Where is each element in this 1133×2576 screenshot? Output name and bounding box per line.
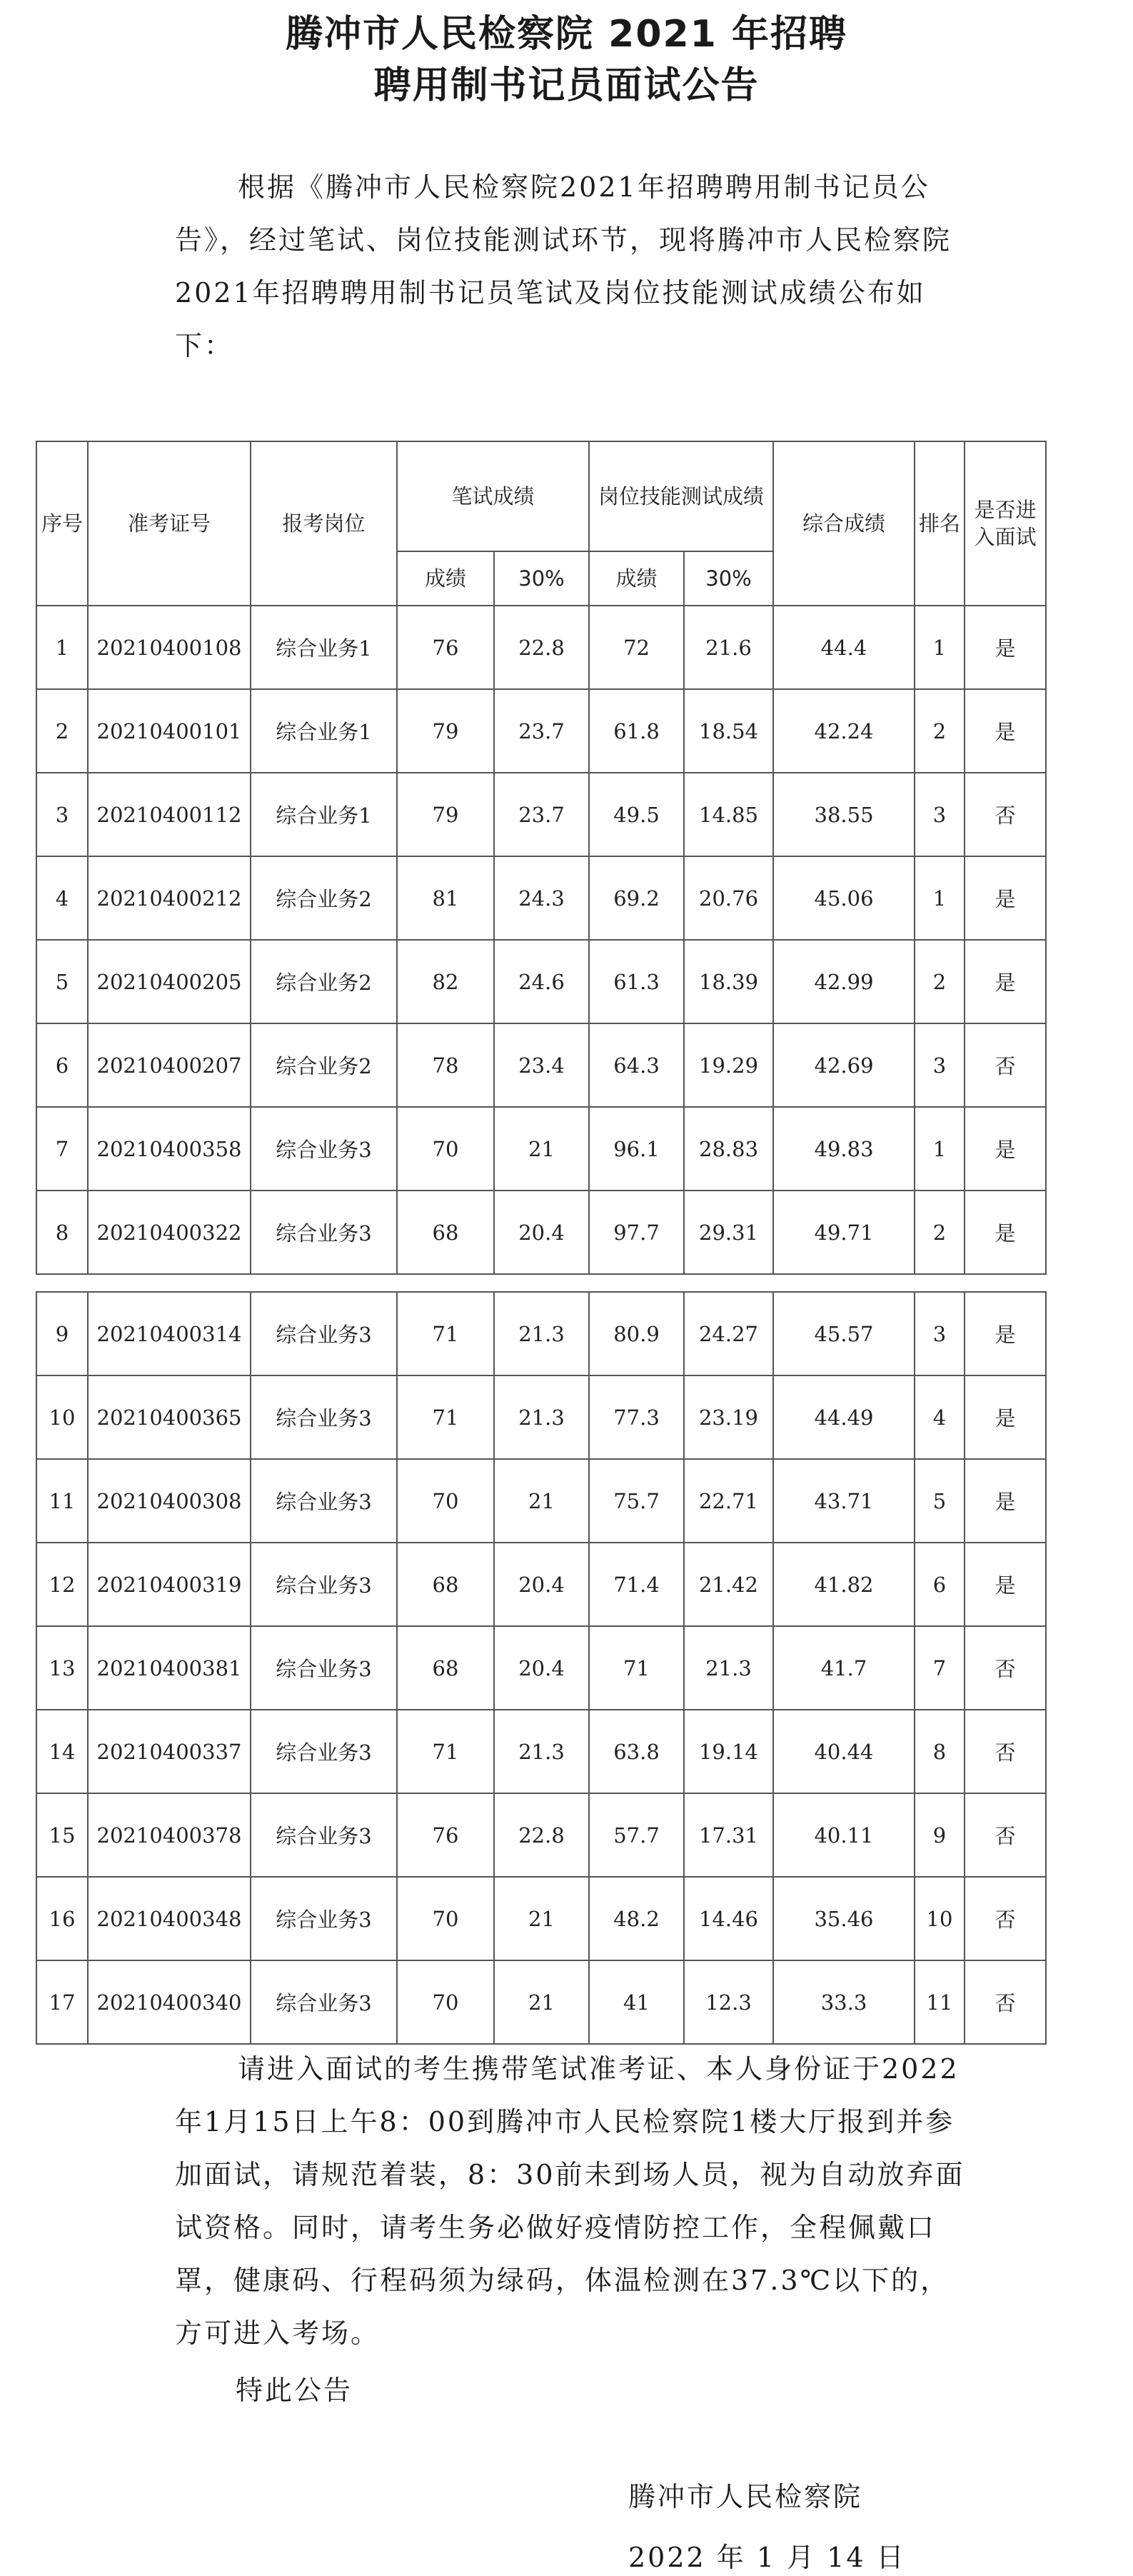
cell-exam-no: 20210400322 (88, 1191, 251, 1274)
cell-position: 综合业务2 (251, 940, 397, 1023)
table-row (36, 1877, 1046, 1960)
cell-interview: 是 (965, 689, 1046, 773)
cell-total: 43.71 (773, 1459, 915, 1543)
cell-exam-no: 20210400358 (88, 1107, 251, 1191)
cell-skill-score: 64.3 (589, 1023, 684, 1107)
cell-skill-pct: 19.29 (684, 1023, 773, 1107)
notice-paragraph: 请进入面试的考生携带笔试准考证、本人身份证于2022年1月15日上午8：00到腾冲市人民检察院1楼大厅报到并参加面试，请规范着装，8：30前未到场人员，视为自动放弃面试资格。同时，请考生务必做好疫情防控工作，全程佩戴口罩，健康码、行程码须为绿码，体温检测在37.3℃以下的，方可进入考场。 (175, 2053, 965, 2349)
cell-total: 33.3 (773, 1960, 915, 2044)
cell-interview: 是 (965, 1191, 1046, 1274)
cell-written-score: 68 (397, 1543, 494, 1626)
cell-rank: 3 (915, 1292, 965, 1375)
cell-written-score: 71 (397, 1710, 494, 1793)
cell-skill-pct: 17.31 (684, 1793, 773, 1877)
cell-position: 综合业务1 (251, 606, 397, 689)
cell-skill-score: 71 (589, 1626, 684, 1710)
cell-exam-no: 20210400205 (88, 940, 251, 1023)
cell-skill-score: 63.8 (589, 1710, 684, 1793)
cell-total: 41.82 (773, 1543, 915, 1626)
cell-written-pct: 21.3 (494, 1292, 589, 1375)
cell-interview: 否 (965, 1710, 1046, 1793)
cell-total: 41.7 (773, 1626, 915, 1710)
cell-position: 综合业务1 (251, 773, 397, 856)
cell-written-pct: 22.8 (494, 1793, 589, 1877)
cell-total: 38.55 (773, 773, 915, 856)
cell-skill-pct: 24.27 (684, 1292, 773, 1375)
table-row (36, 1375, 1046, 1459)
table-row (36, 1960, 1046, 2044)
cell-written-score: 70 (397, 1107, 494, 1191)
cell-written-score: 68 (397, 1626, 494, 1710)
cell-rank: 8 (915, 1710, 965, 1793)
cell-rank: 1 (915, 1107, 965, 1191)
cell-exam-no: 20210400340 (88, 1960, 251, 2044)
cell-seq: 16 (36, 1877, 88, 1960)
cell-written-pct: 22.8 (494, 606, 589, 689)
cell-rank: 1 (915, 606, 965, 689)
cell-skill-score: 75.7 (589, 1459, 684, 1543)
cell-written-score: 78 (397, 1023, 494, 1107)
cell-total: 44.49 (773, 1375, 915, 1459)
cell-total: 42.24 (773, 689, 915, 773)
cell-skill-pct: 23.19 (684, 1375, 773, 1459)
cell-rank: 10 (915, 1877, 965, 1960)
cell-skill-score: 69.2 (589, 856, 684, 940)
cell-exam-no: 20210400101 (88, 689, 251, 773)
cell-seq: 15 (36, 1793, 88, 1877)
cell-skill-pct: 19.14 (684, 1710, 773, 1793)
cell-written-pct: 20.4 (494, 1191, 589, 1274)
cell-seq: 12 (36, 1543, 88, 1626)
cell-rank: 2 (915, 689, 965, 773)
cell-written-pct: 20.4 (494, 1543, 589, 1626)
cell-skill-score: 80.9 (589, 1292, 684, 1375)
cell-skill-score: 48.2 (589, 1877, 684, 1960)
cell-rank: 1 (915, 856, 965, 940)
cell-skill-pct: 18.54 (684, 689, 773, 773)
cell-rank: 4 (915, 1375, 965, 1459)
cell-exam-no: 20210400381 (88, 1626, 251, 1710)
table-row (36, 940, 1046, 1023)
cell-position: 综合业务3 (251, 1107, 397, 1191)
cell-seq: 5 (36, 940, 88, 1023)
cell-skill-score: 72 (589, 606, 684, 689)
cell-position: 综合业务3 (251, 1375, 397, 1459)
cell-seq: 7 (36, 1107, 88, 1191)
cell-interview: 是 (965, 940, 1046, 1023)
cell-skill-pct: 21.6 (684, 606, 773, 689)
cell-seq: 4 (36, 856, 88, 940)
cell-interview: 是 (965, 1459, 1046, 1543)
header-skill-pct: 30% (684, 551, 773, 606)
cell-position: 综合业务3 (251, 1877, 397, 1960)
cell-position: 综合业务3 (251, 1710, 397, 1793)
cell-position: 综合业务3 (251, 1543, 397, 1626)
cell-interview: 否 (965, 1877, 1046, 1960)
cell-skill-pct: 14.85 (684, 773, 773, 856)
cell-written-pct: 24.3 (494, 856, 589, 940)
cell-skill-score: 96.1 (589, 1107, 684, 1191)
cell-written-score: 71 (397, 1292, 494, 1375)
table-row (36, 1626, 1046, 1710)
cell-total: 42.99 (773, 940, 915, 1023)
cell-total: 45.57 (773, 1292, 915, 1375)
cell-exam-no: 20210400348 (88, 1877, 251, 1960)
cell-rank: 6 (915, 1543, 965, 1626)
table-row (36, 773, 1046, 856)
doc-title-line2: 聘用制书记员面试公告 (373, 64, 760, 107)
score-table-part2 (36, 1291, 1047, 2045)
cell-written-pct: 21.3 (494, 1375, 589, 1459)
cell-skill-score: 49.5 (589, 773, 684, 856)
table-row (36, 606, 1046, 689)
header-written-pct: 30% (494, 551, 589, 606)
cell-written-score: 70 (397, 1960, 494, 2044)
cell-skill-score: 77.3 (589, 1375, 684, 1459)
cell-position: 综合业务3 (251, 1459, 397, 1543)
cell-total: 45.06 (773, 856, 915, 940)
cell-skill-pct: 22.71 (684, 1459, 773, 1543)
table-row (36, 1292, 1046, 1375)
cell-skill-score: 61.3 (589, 940, 684, 1023)
header-written-score: 成绩 (397, 551, 494, 606)
cell-written-score: 70 (397, 1459, 494, 1543)
cell-exam-no: 20210400337 (88, 1710, 251, 1793)
cell-interview: 是 (965, 856, 1046, 940)
signature-org: 腾冲市人民检察院 (628, 2481, 863, 2512)
cell-written-score: 81 (397, 856, 494, 940)
cell-interview: 否 (965, 773, 1046, 856)
cell-position: 综合业务1 (251, 689, 397, 773)
cell-written-pct: 21 (494, 1960, 589, 2044)
signature-date: 2022 年 1 月 14 日 (628, 2542, 906, 2573)
table-row (36, 1023, 1046, 1107)
cell-skill-score: 57.7 (589, 1793, 684, 1877)
cell-written-pct: 21 (494, 1877, 589, 1960)
cell-rank: 3 (915, 773, 965, 856)
cell-written-pct: 21 (494, 1459, 589, 1543)
cell-skill-pct: 18.39 (684, 940, 773, 1023)
cell-written-pct: 21.3 (494, 1710, 589, 1793)
cell-written-score: 79 (397, 689, 494, 773)
cell-total: 44.4 (773, 606, 915, 689)
table-body-part1 (36, 606, 1046, 1274)
cell-exam-no: 20210400108 (88, 606, 251, 689)
cell-rank: 11 (915, 1960, 965, 2044)
cell-seq: 11 (36, 1459, 88, 1543)
cell-seq: 10 (36, 1375, 88, 1459)
score-table-part1 (36, 441, 1047, 1275)
cell-seq: 13 (36, 1626, 88, 1710)
cell-skill-pct: 14.46 (684, 1877, 773, 1960)
cell-rank: 2 (915, 940, 965, 1023)
cell-skill-score: 61.8 (589, 689, 684, 773)
cell-written-pct: 21 (494, 1107, 589, 1191)
cell-written-score: 82 (397, 940, 494, 1023)
cell-skill-pct: 21.3 (684, 1626, 773, 1710)
header-exam-no: 准考证号 (88, 441, 251, 606)
cell-rank: 5 (915, 1459, 965, 1543)
cell-skill-score: 97.7 (589, 1191, 684, 1274)
intro-paragraph: 根据《腾冲市人民检察院2021年招聘聘用制书记员公告》，经过笔试、岗位技能测试环节，现将腾冲市人民检察院2021年招聘聘用制书记员笔试及岗位技能测试成绩公布如下： (175, 171, 952, 361)
cell-seq: 2 (36, 689, 88, 773)
cell-exam-no: 20210400378 (88, 1793, 251, 1877)
table-row (36, 1710, 1046, 1793)
cell-rank: 9 (915, 1793, 965, 1877)
header-total: 综合成绩 (773, 441, 915, 606)
cell-skill-pct: 21.42 (684, 1543, 773, 1626)
cell-written-score: 70 (397, 1877, 494, 1960)
header-skill-score: 成绩 (589, 551, 684, 606)
cell-interview: 否 (965, 1793, 1046, 1877)
cell-seq: 8 (36, 1191, 88, 1274)
cell-position: 综合业务3 (251, 1191, 397, 1274)
table-row (36, 689, 1046, 773)
cell-exam-no: 20210400319 (88, 1543, 251, 1626)
header-skill: 岗位技能测试成绩 (589, 441, 773, 551)
cell-position: 综合业务2 (251, 1023, 397, 1107)
cell-seq: 3 (36, 773, 88, 856)
cell-total: 40.11 (773, 1793, 915, 1877)
cell-exam-no: 20210400112 (88, 773, 251, 856)
cell-seq: 9 (36, 1292, 88, 1375)
cell-position: 综合业务3 (251, 1292, 397, 1375)
cell-interview: 是 (965, 606, 1046, 689)
table-row (36, 1191, 1046, 1274)
cell-seq: 1 (36, 606, 88, 689)
cell-interview: 是 (965, 1375, 1046, 1459)
cell-total: 40.44 (773, 1710, 915, 1793)
cell-skill-pct: 12.3 (684, 1960, 773, 2044)
doc-title-line1: 腾冲市人民检察院 2021 年招聘 (286, 13, 847, 56)
cell-interview: 是 (965, 1292, 1046, 1375)
cell-written-pct: 24.6 (494, 940, 589, 1023)
cell-position: 综合业务3 (251, 1793, 397, 1877)
cell-written-pct: 23.7 (494, 773, 589, 856)
cell-exam-no: 20210400365 (88, 1375, 251, 1459)
cell-position: 综合业务3 (251, 1626, 397, 1710)
header-seq: 序号 (36, 441, 88, 606)
cell-interview: 否 (965, 1626, 1046, 1710)
cell-seq: 17 (36, 1960, 88, 2044)
header-written: 笔试成绩 (397, 441, 589, 551)
closing-text: 特此公告 (236, 2375, 353, 2406)
cell-seq: 6 (36, 1023, 88, 1107)
cell-interview: 否 (965, 1023, 1046, 1107)
table-row (36, 1459, 1046, 1543)
cell-interview: 是 (965, 1543, 1046, 1626)
table-row (36, 1543, 1046, 1626)
cell-total: 42.69 (773, 1023, 915, 1107)
cell-rank: 7 (915, 1626, 965, 1710)
cell-rank: 3 (915, 1023, 965, 1107)
cell-total: 35.46 (773, 1877, 915, 1960)
header-interview: 是否进入面试 (965, 441, 1046, 606)
cell-exam-no: 20210400308 (88, 1459, 251, 1543)
cell-written-score: 68 (397, 1191, 494, 1274)
cell-exam-no: 20210400314 (88, 1292, 251, 1375)
cell-exam-no: 20210400212 (88, 856, 251, 940)
cell-written-score: 76 (397, 1793, 494, 1877)
header-rank: 排名 (915, 441, 965, 606)
cell-written-score: 71 (397, 1375, 494, 1459)
cell-written-score: 79 (397, 773, 494, 856)
cell-total: 49.71 (773, 1191, 915, 1274)
table-row (36, 1107, 1046, 1191)
header-position: 报考岗位 (251, 441, 397, 606)
cell-skill-score: 71.4 (589, 1543, 684, 1626)
cell-written-score: 76 (397, 606, 494, 689)
cell-position: 综合业务2 (251, 856, 397, 940)
table-body-part2 (36, 1292, 1046, 2044)
table-row (36, 856, 1046, 940)
cell-interview: 是 (965, 1107, 1046, 1191)
cell-position: 综合业务3 (251, 1960, 397, 2044)
cell-interview: 否 (965, 1960, 1046, 2044)
cell-exam-no: 20210400207 (88, 1023, 251, 1107)
cell-written-pct: 20.4 (494, 1626, 589, 1710)
cell-written-pct: 23.4 (494, 1023, 589, 1107)
table-row (36, 1793, 1046, 1877)
cell-skill-pct: 29.31 (684, 1191, 773, 1274)
cell-skill-pct: 28.83 (684, 1107, 773, 1191)
cell-skill-pct: 20.76 (684, 856, 773, 940)
cell-rank: 2 (915, 1191, 965, 1274)
cell-total: 49.83 (773, 1107, 915, 1191)
cell-skill-score: 41 (589, 1960, 684, 2044)
cell-written-pct: 23.7 (494, 689, 589, 773)
cell-seq: 14 (36, 1710, 88, 1793)
